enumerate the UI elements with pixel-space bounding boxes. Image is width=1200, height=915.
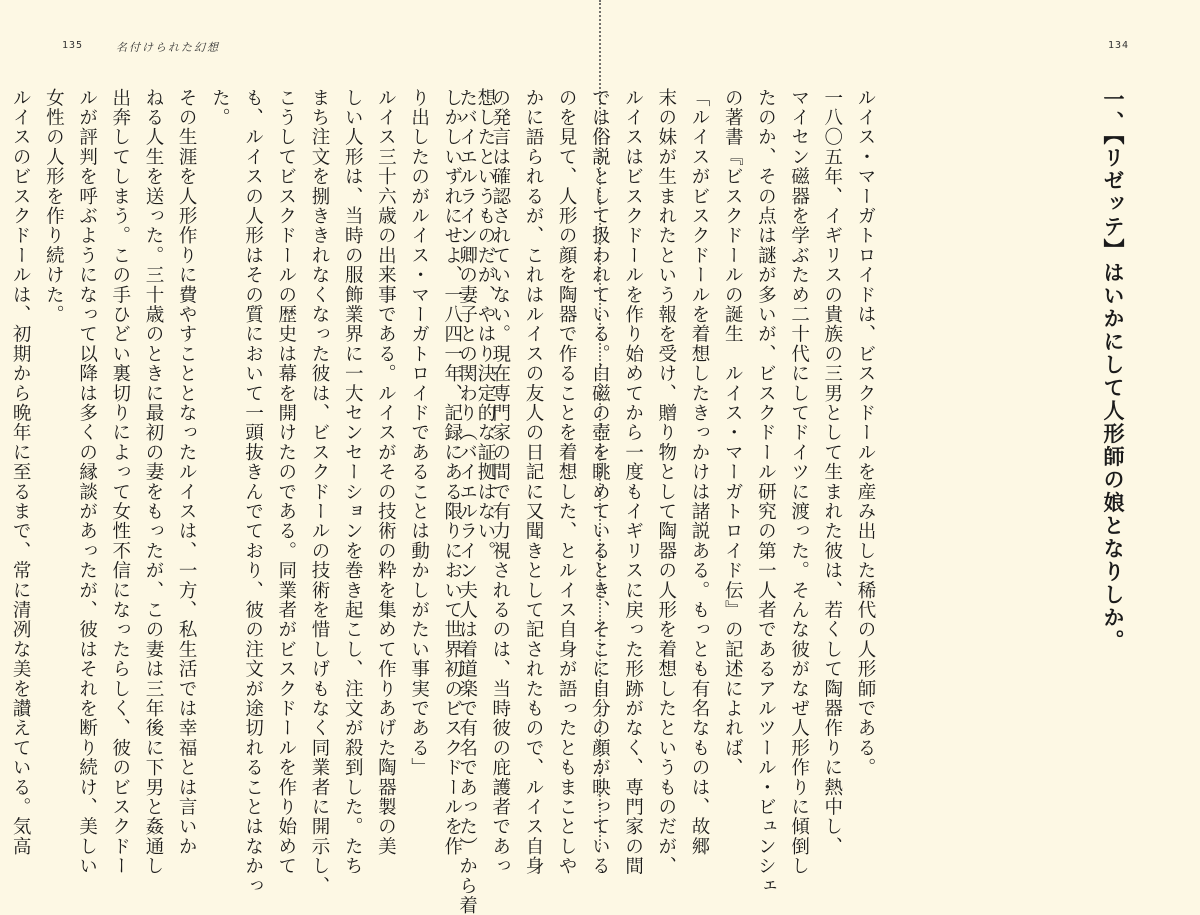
text-line: まち注文を捌ききれなくなった彼は、ビスクドールの技術を惜しげもなく同業者に開示し、	[308, 88, 330, 896]
text-line: その生涯を人形作りに費やすこととなったルイスは、一方、私生活では幸福とは言いか	[176, 88, 198, 857]
text-line: しい人形は、当時の服飾業界に一大センセーションを巻き起こし、注文が殺到した。たち	[342, 88, 364, 876]
text-line: こうしてビスクドールの歴史は幕を開けたのである。同業者がビスクドールを作り始めて	[275, 88, 297, 876]
text-line: ルイスはビスクドールを作り始めてから一度もイギリスに戻った形跡がなく、専門家の間	[622, 88, 644, 876]
text-line: の著書『ビスクドールの誕生 ルイス・マーガトロイド伝』の記述によれば、	[722, 88, 744, 778]
page-number-right: 134	[1108, 40, 1130, 51]
chapter-heading: 一、【リゼッテ】はいかにして人形師の娘となりしか。	[1101, 88, 1125, 653]
text-line: 一八〇五年、イギリスの貴族の三男として生まれた彼は、若くして陶器作りに熱中し、	[821, 88, 843, 857]
running-title: 名付けられた幻想	[116, 41, 220, 54]
text-line: の発言は確認されていない。現在専門家の間で有力視されるのは、当時彼の庇護者であっ	[489, 88, 511, 876]
page-number-left: 135	[62, 40, 84, 51]
text-line: しかしいずれにせよ、一八四一年、記録にある限りにおいて世界初のビスクドールを作	[441, 88, 463, 857]
text-line: 末の妹が生まれたという報を受け、贈り物として陶器の人形を着想したというものだが、	[655, 88, 677, 876]
text-line: たのか、その点は謎が多いが、ビスクドール研究の第一人者であるアルツール・ビュンシェ	[755, 88, 777, 896]
right-body-text	[450, 88, 882, 915]
text-line: た。	[209, 88, 231, 128]
text-line: ルイス三十六歳の出来事である。ルイスがその技術の粋を集めて作りあげた陶器製の美	[375, 88, 397, 857]
text-line: では俗説として扱われている。白磁の壺を眺めているとき、そこに自分の顔が映っている	[589, 88, 611, 877]
text-line: 想したというものだが、やはり決定的な証拠はない。	[475, 88, 496, 561]
text-line: 「ルイスがビスクドールを着想したきっかけは諸説ある。もっとも有名なものは、故郷	[688, 88, 710, 857]
text-line: ルが評判を呼ぶようになって以降は多くの縁談があったが、彼はそれを断り続け、美しい	[76, 88, 98, 876]
text-line: かに語られるが、これはルイスの友人の日記に又聞きとして記されたもので、ルイス自身	[522, 88, 544, 876]
left-body-text	[0, 88, 502, 915]
text-line: たバイエルライン卿の妻子との関わり（バイエルライン夫人は着道楽で有名であった）から着	[456, 88, 478, 915]
text-line: ルイス・マーガトロイドは、ビスクドールを産み出した稀代の人形師である。	[855, 88, 876, 778]
text-line: マイセン磁器を学ぶため二十代にしてドイツに渡った。そんな彼がなぜ人形作りに傾倒し	[788, 88, 810, 876]
text-line: も、ルイスの人形はその質において一頭抜きんでており、彼の注文が途切れることはなかっ	[242, 88, 264, 896]
text-line: 出奔してしまう。この手ひどい裏切りによって女性不信になったらしく、彼のビスクドー	[109, 88, 131, 876]
text-line: 女性の人形を作り続けた。	[43, 88, 65, 325]
text-line: り出したのがルイス・マーガトロイドであることは動かしがたい事実である」	[408, 88, 430, 778]
text-line	[0, 88, 4, 788]
text-line: ねる人生を送った。三十歳のときに最初の妻をもったが、この妻は三年後に下男と姦通し	[142, 88, 164, 876]
text-line: のを見て、人形の顔を陶器で作ることを着想した、とルイス自身が語ったともまことしや	[556, 88, 578, 876]
text-line: ルイスのビスクドールは、初期から晩年に至るまで、常に清冽な美を讃えている。気高	[10, 88, 32, 857]
